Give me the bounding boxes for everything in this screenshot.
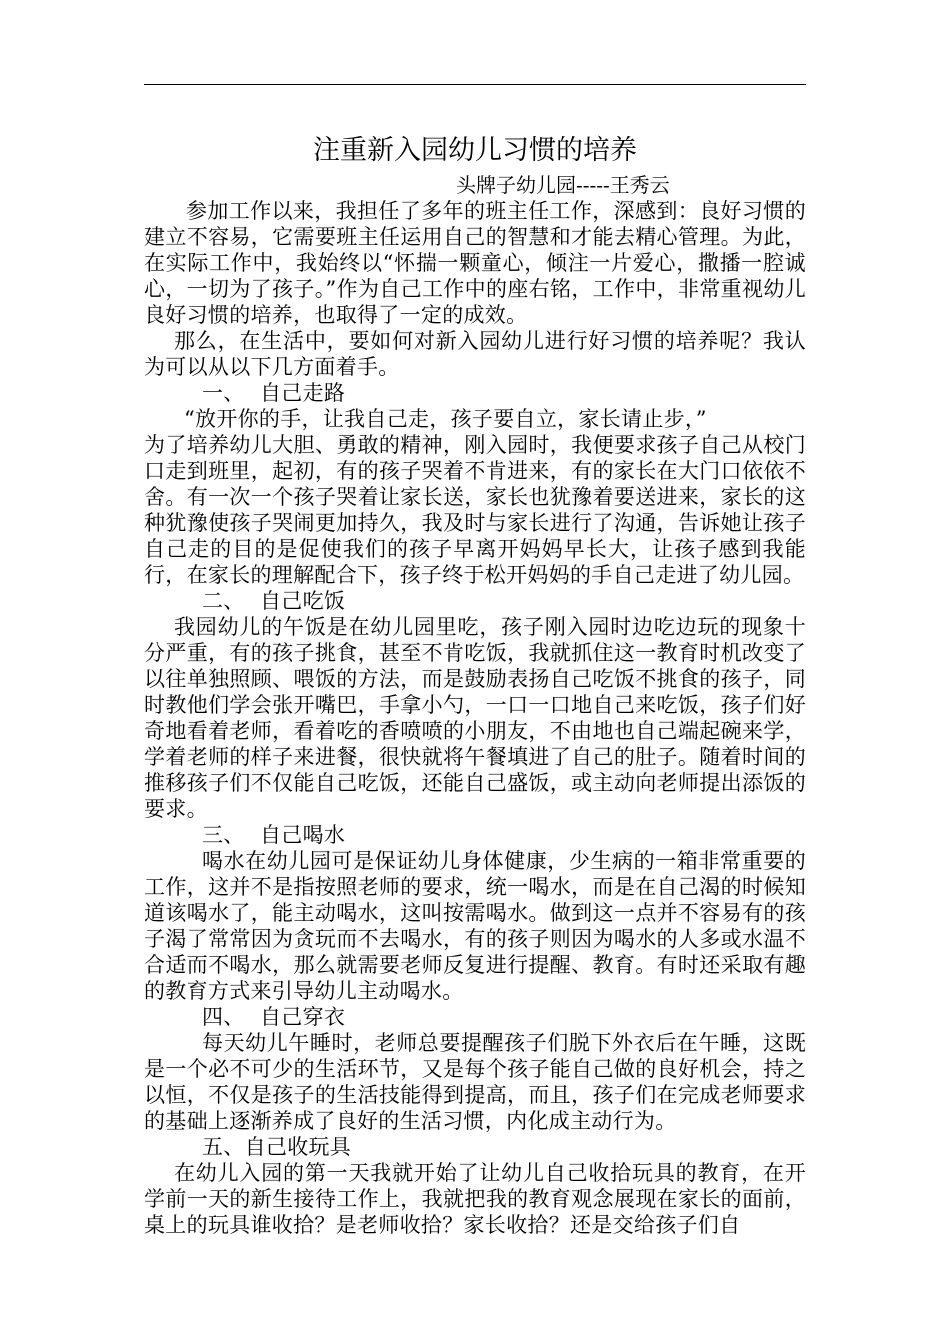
section-title: 自己收玩具 xyxy=(244,1135,352,1159)
section-number: 三、 xyxy=(202,823,245,847)
document-byline: 头牌子幼儿园-----王秀云 xyxy=(456,173,670,197)
section-title: 自己吃饭 xyxy=(260,589,346,613)
section-number: 二、 xyxy=(202,589,245,613)
header-rule xyxy=(144,84,806,85)
intro-paragraph-1: 参加工作以来，我担任了多年的班主任工作，深感到：良好习惯的建立不容易，它需要班主任运用自己的智慧和才能去精心管理。为此，在实际工作中，我始终以“怀揣一颗童心，倾注一片爱心，撒播一腔诚心，一切为了孩子。”作为自己工作中的座右铭，工作中，非常重视幼儿良好习惯的培养，也取得了一定的成效。 xyxy=(144,199,806,327)
intro-paragraph-2: 那么，在生活中，要如何对新入园幼儿进行好习惯的培养呢？我认为可以从以下几方面着手。 xyxy=(144,329,806,379)
section-paragraph: 为了培养幼儿大胆、勇敢的精神，刚入园时，我便要求孩子自己从校门口走到班里，起初，有的孩子哭着不肯进来，有的家长在大门口依依不舍。有一次一个孩子哭着让家长送，家长也犹豫着要送进来，家长的这种犹豫使孩子哭闹更加持久，我及时与家长进行了沟通，告诉她让孩子自己走的目的是促使我们的孩子早离开妈妈早长大，让孩子感到我能行，在家长的理解配合下，孩子终于松开妈妈的手自己走进了幼儿园。 xyxy=(144,433,806,587)
document-title: 注重新入园幼儿习惯的培养 xyxy=(313,135,637,166)
section-heading xyxy=(144,822,806,848)
section-paragraph: 我园幼儿的午饭是在幼儿园里吃，孩子刚入园时边吃边玩的现象十分严重，有的孩子挑食，甚至不肯吃饭，我就抓住这一教育时机改变了以往单独照顾、喂饭的方法，而是鼓励表扬自己吃饭不挑食的孩子，同时教他们学会张开嘴巴，手拿小勺，一口一口地自己来吃饭，孩子们好奇地看着老师，看着吃的香喷喷的小朋友，不由地也自己端起碗来学，学着老师的样子来进餐，很快就将午餐填进了自己的肚子。随着时间的推移孩子们不仅能自己吃饭，还能自己盛饭，或主动向老师提出添饭的要求。 xyxy=(144,615,806,821)
section-number: 五、 xyxy=(202,1135,245,1159)
section-number: 四、 xyxy=(202,1005,245,1029)
section-title: 自己走路 xyxy=(260,381,346,405)
section-paragraph: 在幼儿入园的第一天我就开始了让幼儿自己收拾玩具的教育，在开学前一天的新生接待工作上，我就把我的教育观念展现在家长的面前，桌上的玩具谁收拾？是老师收拾？家长收拾？还是交给孩子们自 xyxy=(144,1161,806,1237)
section-heading xyxy=(144,588,806,614)
section-heading xyxy=(144,380,806,406)
section-paragraph: 每天幼儿午睡时，老师总要提醒孩子们脱下外衣后在午睡，这既是一个必不可少的生活环节，又是每个孩子能自己做的良好机会，持之以恒，不仅是孩子的生活技能得到提高，而且，孩子们在完成老师要求的基础上逐渐养成了良好的生活习惯，内化成主动行为。 xyxy=(144,1031,806,1133)
section-heading xyxy=(144,1134,806,1160)
document-body xyxy=(144,130,806,1238)
section-title: 自己穿衣 xyxy=(260,1005,346,1029)
section-number: 一、 xyxy=(202,381,245,405)
section-paragraph: 喝水在幼儿园可是保证幼儿身体健康，少生病的一箱非常重要的工作，这并不是指按照老师的要求，统一喝水，而是在自己渴的时候知道该喝水了，能主动喝水，这叫按需喝水。做到这一点并不容易有的孩子渴了常常因为贪玩而不去喝水，有的孩子则因为喝水的人多或水温不合适而不喝水，那么就需要老师反复进行提醒、教育。有时还采取有趣的教育方式来引导幼儿主动喝水。 xyxy=(144,849,806,1003)
section-heading xyxy=(144,1004,806,1030)
section-paragraph: “放开你的手，让我自己走，孩子要自立，家长请止步，” xyxy=(184,407,707,431)
section-title: 自己喝水 xyxy=(260,823,346,847)
